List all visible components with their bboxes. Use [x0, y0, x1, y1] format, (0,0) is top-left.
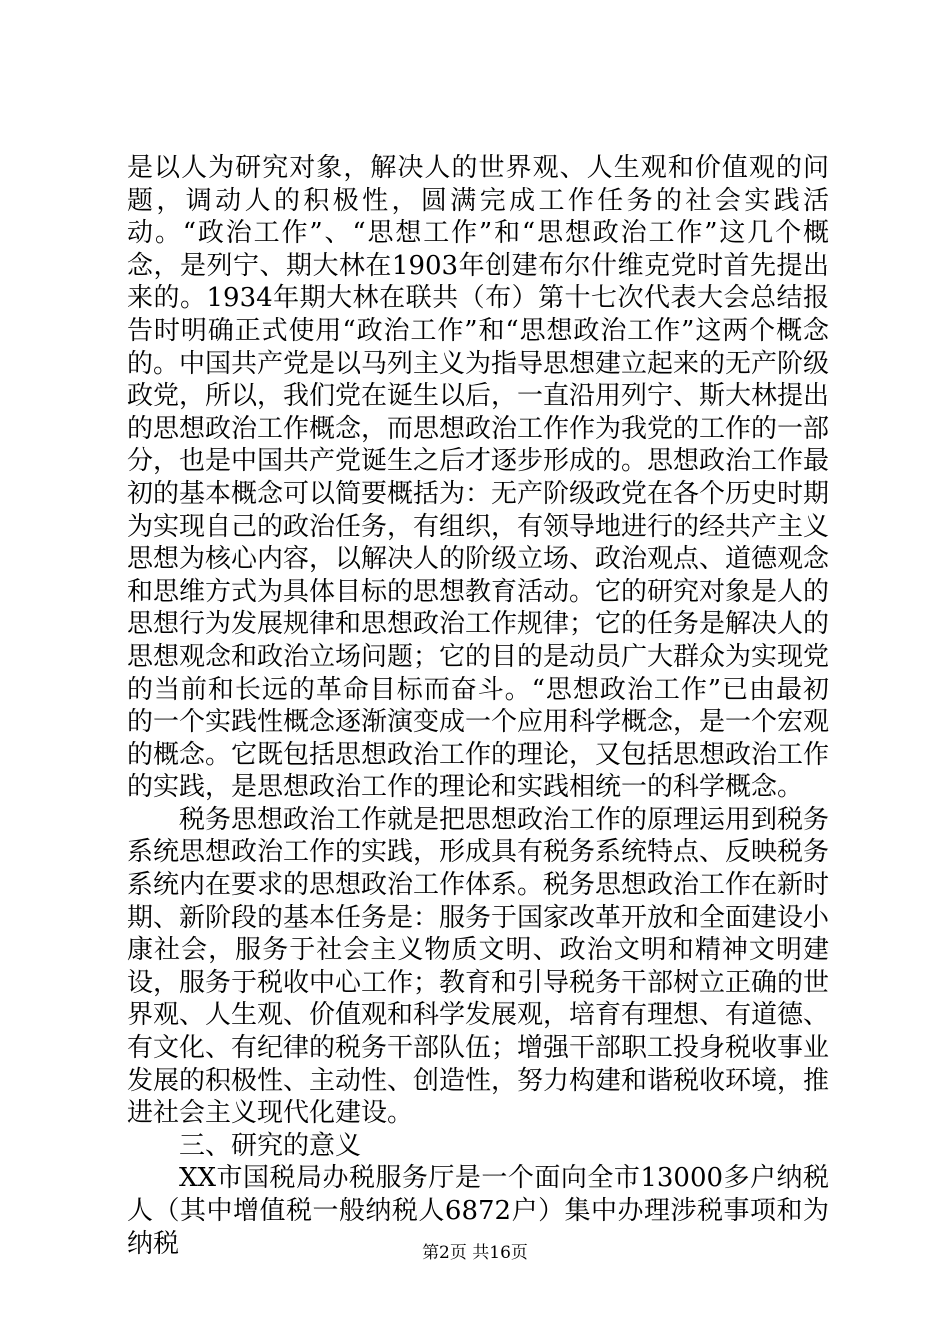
page-footer: 第2页 共16页 — [422, 1243, 528, 1263]
section-heading: 三、研究的意义 — [179, 1130, 362, 1161]
paragraph-3: XX市国税局办税服务厅是一个面向全市13000多户纳税人（其中增值税一般纳税人6872户）集中办理涉税事项和为纳税 — [127, 1163, 829, 1259]
paragraph-1: 是以人为研究对象，解决人的世界观、人生观和价值观的问题，调动人的积极性，圆满完成工作任务的社会实践活动。“政治工作”、“思想工作”和“思想政治工作”这几个概念，是列宁、期大林在1903年创建布尔什维克党时首先提出来的。1934年期大林在联共（布）第十七次代表大会总结报告时明确正式使用“政治工作”和“思想政治工作”这两个概念的。中国共产党是以马列主义为指导思想建立起来的无产阶级政党，所以，我们党在诞生以后，一直沿用列宁、斯大林提出的思想政治工作概念，而思想政治工作作为我党的工作的一部分，也是中国共产党诞生之后才逐步形成的。思想政治工作最初的基本概念可以简要概括为：无产阶级政党在各个历史时期为实现自己的政治任务，有组织，有领导地进行的经共产主义思想为核心内容，以解决人的阶级立场、政治观点、道德观念和思维方式为具体目标的思想教育活动。它的研究对象是人的思想行为发展规律和思想政治工作规律；它的任务是解决人的思想观念和政治立场问题；它的目的是动员广大群众为实现党的当前和长远的革命目标而奋斗。“思想政治工作”已由最初的一个实践性概念逐渐演变成一个应用科学概念，是一个宏观的概念。它既包括思想政治工作的理论，又包括思想政治工作的实践，是思想政治工作的理论和实践相统一的科学概念。 — [127, 153, 830, 803]
document-body — [127, 152, 829, 1260]
paragraph-2: 税务思想政治工作就是把思想政治工作的原理运用到税务系统思想政治工作的实践，形成具有税务系统特点、反映税务系统内在要求的思想政治工作体系。税务思想政治工作在新时期、新阶段的基本任务是：服务于国家改革开放和全面建设小康社会，服务于社会主义物质文明、政治文明和精神文明建设，服务于税收中心工作；教育和引导税务干部树立正确的世界观、人生观、价值观和科学发展观，培育有理想、有道德、有文化、有纪律的税务干部队伍；增强干部职工投身税收事业发展的积极性、主动性、创造性，努力构建和谐税收环境，推进社会主义现代化建设。 — [127, 804, 830, 1129]
